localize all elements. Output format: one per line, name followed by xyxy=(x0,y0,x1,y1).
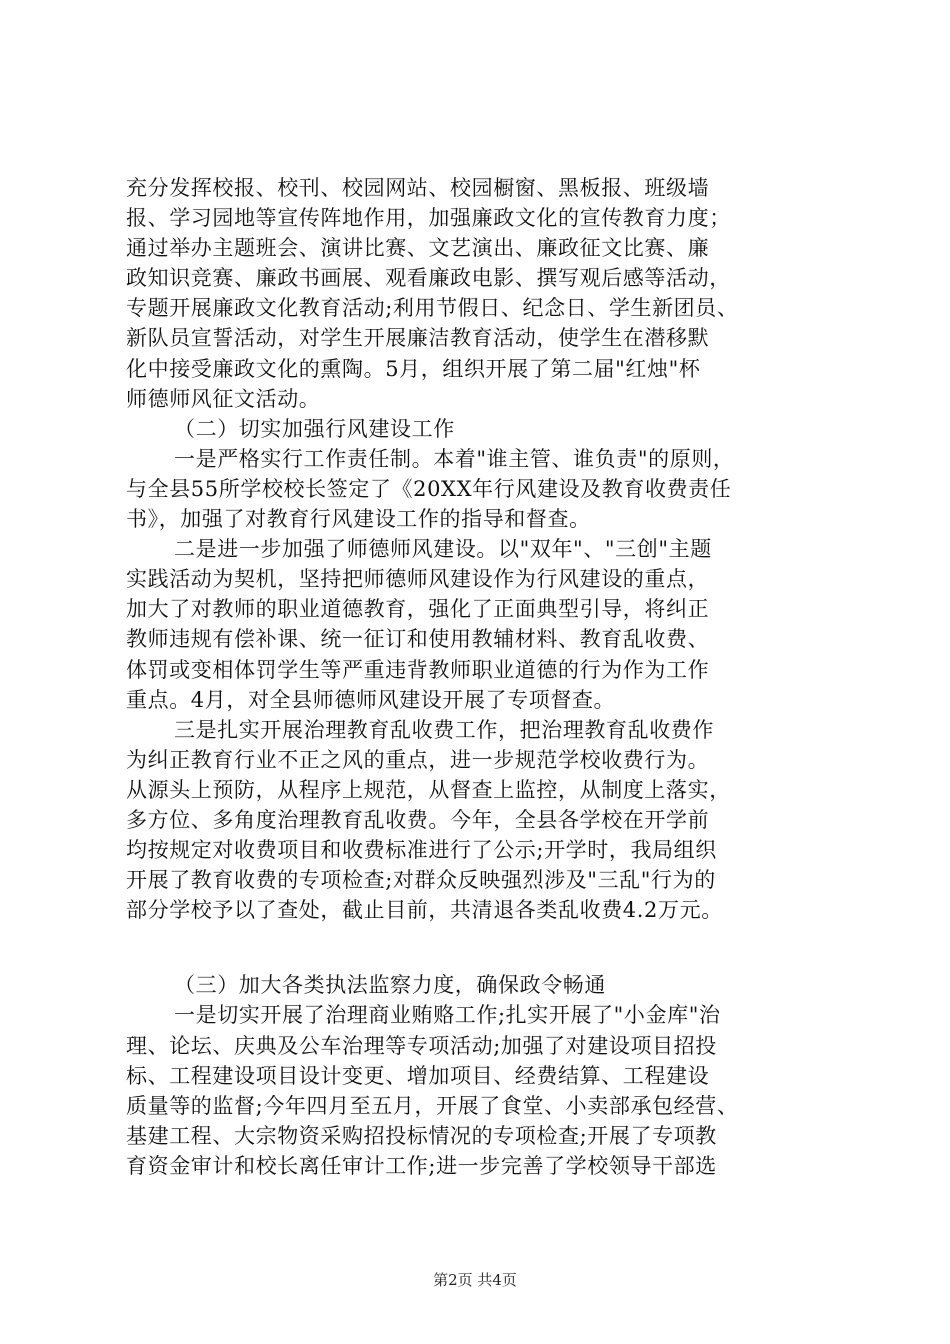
text-line: 为纠正教育行业不正之风的重点，进一步规范学校收费行为。 xyxy=(126,747,710,772)
paragraph-p2 xyxy=(126,444,838,534)
section-heading-h2 xyxy=(126,414,838,444)
text-line: （三）加大各类执法监察力度，确保政令畅通 xyxy=(174,973,606,998)
text-line: 二是进一步加强了师德师风建设。以"双年"、"三创"主题 xyxy=(174,537,712,562)
text-line: 化中接受廉政文化的熏陶。5月，组织开展了第二届"红烛"杯 xyxy=(126,356,701,381)
text-line: 三是扎实开展治理教育乱收费工作，把治理教育乱收费作 xyxy=(174,717,714,742)
text-line: 书》，加强了对教育行风建设工作的指导和督查。 xyxy=(126,507,591,532)
document-body xyxy=(126,173,838,1181)
paragraph-p5 xyxy=(126,1000,838,1181)
text-line: 一是切实开展了治理商业贿赂工作;扎实开展了"小金库"治 xyxy=(174,1003,721,1028)
text-line: 重点。4月，对全县师德师风建设开展了专项督查。 xyxy=(126,687,616,712)
text-line: （二）切实加强行风建设工作 xyxy=(174,416,455,441)
text-line: 体罚或变相体罚学生等严重违背教师职业道德的行为作为工作 xyxy=(126,657,710,682)
text-line: 与全县55所学校校长签定了《20XX年行风建设及教育收费责任 xyxy=(126,476,732,501)
page-footer: 第2页 共4页 xyxy=(433,1271,517,1289)
text-line: 部分学校予以了查处，截止目前，共清退各类乱收费4.2万元。 xyxy=(126,898,723,923)
text-line: 加大了对教师的职业道德教育，强化了正面典型引导，将纠正 xyxy=(126,597,710,622)
text-line: 充分发挥校报、校刊、校园网站、校园橱窗、黑板报、班级墙 xyxy=(126,176,710,200)
paragraph-p4 xyxy=(126,715,838,926)
text-line: 标、工程建设项目设计变更、增加项目、经费结算、工程建设 xyxy=(126,1063,710,1088)
text-line: 基建工程、大宗物资采购招投标情况的专项检查;开展了专项教 xyxy=(126,1123,717,1148)
section-heading-h3 xyxy=(126,970,838,1000)
text-line: 实践活动为契机，坚持把师德师风建设作为行风建设的重点， xyxy=(126,567,710,592)
text-line: 通过举办主题班会、演讲比赛、文艺演出、廉政征文比赛、廉 xyxy=(126,236,710,261)
text-line: 报、学习园地等宣传阵地作用，加强廉政文化的宣传教育力度； xyxy=(126,206,731,231)
text-line: 一是严格实行工作责任制。本着"谁主管、谁负责"的原则， xyxy=(174,446,735,471)
text-line: 多方位、多角度治理教育乱收费。今年，全县各学校在开学前 xyxy=(126,807,710,832)
text-line: 质量等的监督;今年四月至五月，开展了食堂、小卖部承包经营、 xyxy=(126,1093,739,1118)
text-line: 师德师风征文活动。 xyxy=(126,386,321,411)
text-line: 理、论坛、庆典及公车治理等专项活动;加强了对建设项目招投 xyxy=(126,1033,717,1058)
text-line: 育资金审计和校长离任审计工作;进一步完善了学校领导干部选 xyxy=(126,1153,717,1178)
text-line: 从源头上预防，从程序上规范，从督查上监控，从制度上落实， xyxy=(126,777,731,802)
text-line: 开展了教育收费的专项检查;对群众反映强烈涉及"三乱"行为的 xyxy=(126,868,716,893)
text-line: 政知识竞赛、廉政书画展、观看廉政电影、撰写观后感等活动， xyxy=(126,266,731,291)
text-line: 均按规定对收费项目和收费标准进行了公示;开学时，我局组织 xyxy=(126,838,717,863)
text-line: 专题开展廉政文化教育活动;利用节假日、纪念日、学生新团员、 xyxy=(126,296,739,321)
paragraph-gap xyxy=(126,925,838,970)
text-line: 新队员宣誓活动，对学生开展廉洁教育活动，使学生在潜移默 xyxy=(126,326,710,351)
paragraph-p3 xyxy=(126,534,838,715)
paragraph-p1 xyxy=(126,173,838,414)
text-line: 教师违规有偿补课、统一征订和使用教辅材料、教育乱收费、 xyxy=(126,627,710,652)
